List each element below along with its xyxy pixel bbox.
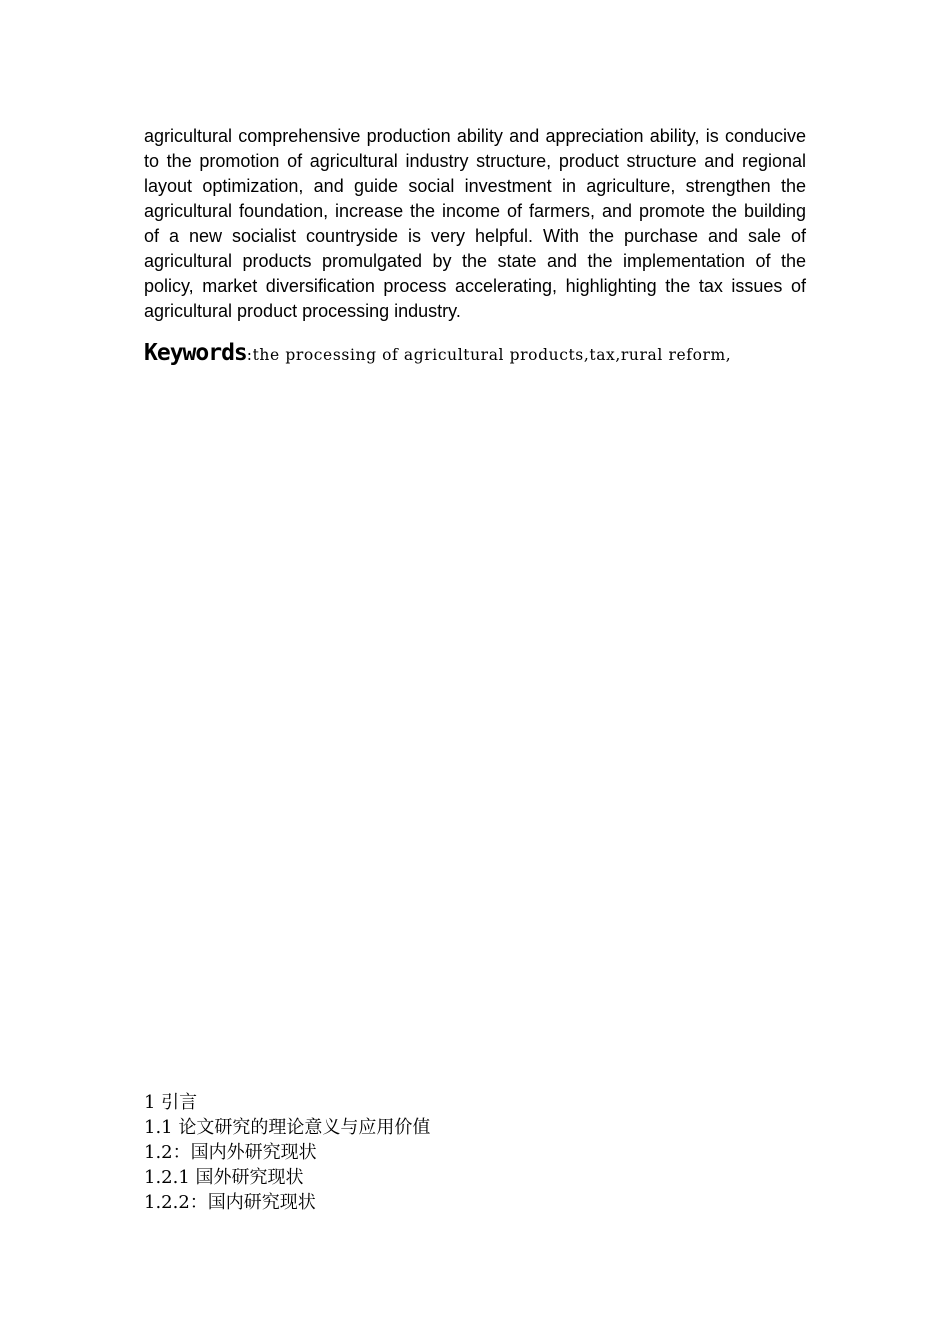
toc-item: 1 引言	[144, 1092, 198, 1113]
toc-item: 1.2.1 国外研究现状	[144, 1167, 304, 1188]
keywords-line	[144, 340, 844, 366]
toc-item: 1.1 论文研究的理论意义与应用价值	[144, 1117, 431, 1138]
toc-item: 1.2：国内外研究现状	[144, 1142, 317, 1163]
keywords-text: :the processing of agricultural products,tax,rural reform,	[246, 346, 732, 364]
toc-item: 1.2.2：国内研究现状	[144, 1192, 316, 1213]
abstract-paragraph: agricultural comprehensive production ability and appreciation ability, is conducive to the promotion of agricultural industry structure, product structure and regional layout optimization, and guide social investment in agriculture, strengthen the agricultural foundation, increase the income of farmers, and promote the building of a new socialist countryside is very helpful. With the purchase and sale of agricultural products promulgated by the state and the implementation of the policy, market diversification process accelerating, highlighting the tax issues of agricultural product processing industry.	[144, 126, 806, 321]
keywords-label: Keywords	[144, 340, 247, 366]
table-of-contents	[144, 1090, 430, 1215]
